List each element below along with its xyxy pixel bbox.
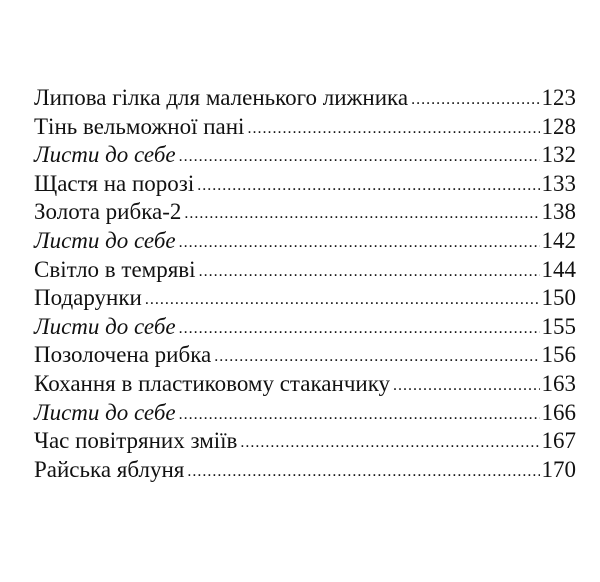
toc-entry — [34, 113, 576, 142]
toc-entry — [34, 170, 576, 199]
toc-entry-page: 144 — [541, 256, 576, 282]
toc-entry-page: 150 — [541, 285, 576, 311]
toc-entry-page: 128 — [541, 113, 576, 139]
toc-entry-page: 155 — [541, 313, 576, 339]
dot-leader — [411, 83, 539, 115]
toc-entry-title: Золота рибка-2 — [34, 199, 182, 225]
toc-entry-title: Липова гілка для маленького лижника — [34, 85, 409, 110]
toc-entry-title: Листи до себе — [34, 313, 176, 339]
dot-leader — [184, 197, 539, 229]
dot-leader — [179, 398, 540, 430]
toc-entry — [34, 456, 576, 485]
toc-entry — [34, 427, 576, 456]
dot-leader — [179, 140, 540, 172]
toc-entry-page: 167 — [541, 428, 576, 454]
toc-entry-title: Листи до себе — [34, 227, 176, 253]
toc-entry-page: 123 — [541, 85, 576, 110]
toc-entry-page: 133 — [541, 170, 576, 196]
toc-entry-page: 166 — [541, 399, 576, 425]
table-of-contents — [34, 84, 576, 484]
toc-entry — [34, 370, 576, 399]
dot-leader — [199, 255, 540, 287]
toc-entry-title: Світло в темряві — [34, 256, 196, 282]
toc-entry-page: 132 — [541, 142, 576, 168]
toc-entry — [34, 399, 576, 428]
toc-entry — [34, 227, 576, 256]
toc-entry-title: Позолочена рибка — [34, 342, 212, 368]
toc-entry — [34, 141, 576, 170]
toc-entry-title: Листи до себе — [34, 142, 176, 168]
toc-entry-title: Час повітряних зміїв — [34, 428, 238, 454]
toc-entry-title: Щастя на порозі — [34, 170, 195, 196]
toc-entry — [34, 341, 576, 370]
toc-entry-page: 138 — [541, 199, 576, 225]
toc-entry-title: Листи до себе — [34, 399, 176, 425]
dot-leader — [214, 340, 539, 372]
dot-leader — [179, 312, 540, 344]
dot-leader — [247, 112, 539, 144]
toc-entry-page: 156 — [541, 342, 576, 368]
toc-entry-page: 142 — [541, 227, 576, 253]
toc-entry-page: 170 — [541, 456, 576, 482]
toc-entry — [34, 198, 576, 227]
toc-entry-title: Райська яблуня — [34, 456, 185, 482]
dot-leader — [187, 455, 539, 487]
dot-leader — [145, 283, 540, 315]
toc-entry-title: Подарунки — [34, 285, 142, 311]
toc-entry — [34, 313, 576, 342]
toc-entry-title: Тінь вельможної пані — [34, 113, 245, 139]
toc-entry — [34, 256, 576, 285]
dot-leader — [240, 426, 539, 458]
dot-leader — [393, 369, 539, 401]
toc-entry — [34, 284, 576, 313]
dot-leader — [179, 226, 540, 258]
toc-entry — [34, 84, 576, 113]
toc-entry-page: 163 — [541, 370, 576, 396]
dot-leader — [197, 169, 539, 201]
toc-entry-title: Кохання в пластиковому стаканчику — [34, 370, 391, 396]
